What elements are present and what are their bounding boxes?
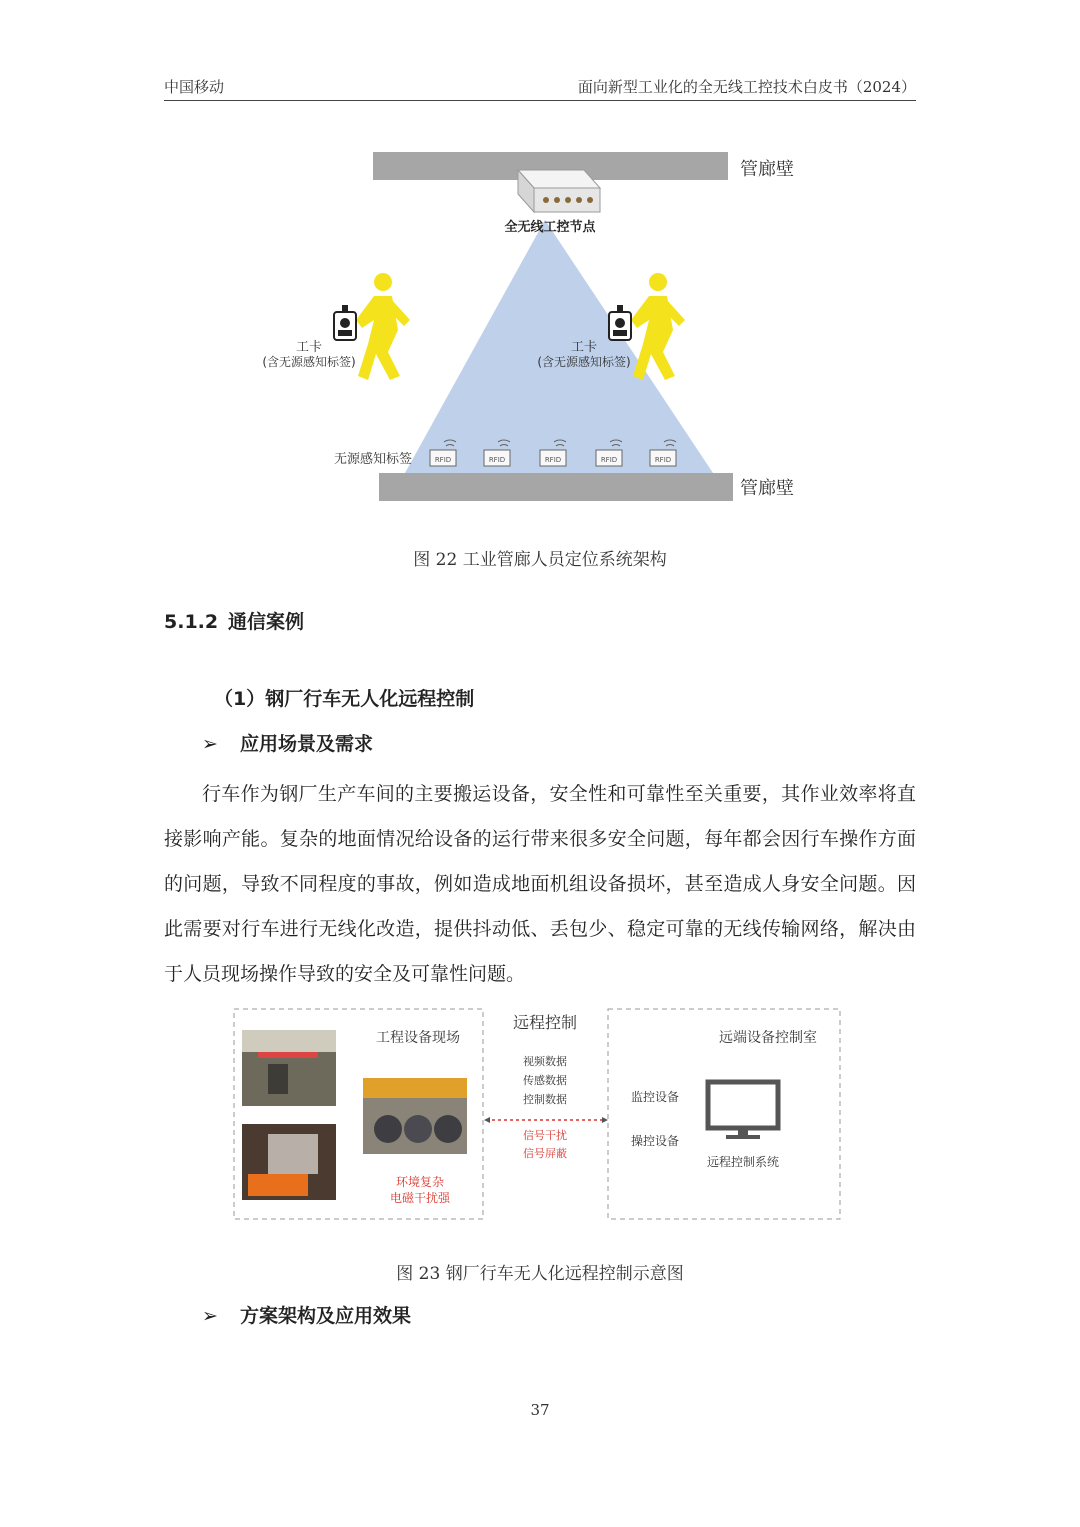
id-card-icon	[609, 305, 631, 340]
data-label-video: 视频数据	[523, 1055, 567, 1068]
device-label-operate: 操控设备	[630, 1134, 680, 1148]
figure-23-diagram	[228, 1004, 848, 1226]
node-label: 全无线工控节点	[504, 220, 596, 235]
furnace-photo	[242, 1124, 336, 1200]
remote-system-label: 远程控制系统	[706, 1155, 780, 1169]
header-org: 中国移动	[164, 78, 225, 96]
svg-text:RFID: RFID	[654, 456, 672, 464]
page-number: 37	[530, 1401, 550, 1419]
paragraph-text: 行车作为钢厂生产车间的主要搬运设备，安全性和可靠性至关重要，其作业效率将直接影响产能。复杂的地面情况给设备的运行带来很多安全问题，每年都会因行车操作方面的问题，导致不同程度的事故，例如造成地面机组设备损坏，甚至造成人身安全问题。因此需要对行车进行无线化改造，提供抖动低、丢包少、稳定可靠的无线传输网络，解决由于人员现场操作导致的安全及可靠性问题。	[164, 783, 916, 985]
issue-label-shielding: 信号屏蔽	[523, 1147, 567, 1160]
env-note-1: 环境复杂	[395, 1175, 445, 1189]
body-paragraph	[164, 772, 916, 997]
section-number: 5.1.2	[164, 611, 219, 633]
data-label-control: 控制数据	[523, 1093, 567, 1106]
device-label-monitor: 监控设备	[630, 1090, 680, 1104]
card-label-2-line2: (含无源感知标签)	[537, 355, 631, 369]
coverage-cone	[405, 220, 713, 473]
field-site-title: 工程设备现场	[376, 1030, 460, 1046]
walking-person-icon	[356, 273, 410, 380]
arrow-left-icon	[484, 1117, 490, 1123]
svg-text:RFID: RFID	[488, 456, 506, 464]
wireless-node-icon	[518, 170, 600, 212]
corridor-wall-bottom	[379, 473, 733, 501]
walking-person-icon	[631, 273, 685, 380]
case-title: （1）钢厂行车无人化远程控制	[214, 688, 475, 710]
figure-22-caption: 图 22 工业管廊人员定位系统架构	[413, 550, 667, 570]
svg-text:RFID: RFID	[544, 456, 562, 464]
id-card-icon	[334, 305, 356, 340]
card-label-2-line1: 工卡	[570, 340, 598, 355]
header-divider	[164, 100, 916, 101]
monitor-icon	[708, 1082, 778, 1139]
card-label-1-line1: 工卡	[295, 340, 323, 355]
arrow-bullet-icon: ➢	[202, 733, 218, 755]
bullet-heading-solution	[202, 1301, 411, 1328]
wall-label-bottom: 管廊壁	[740, 478, 794, 499]
svg-text:RFID: RFID	[434, 456, 452, 464]
remote-control-title: 远程控制	[512, 1013, 578, 1032]
crane-photo	[242, 1030, 336, 1106]
card-label-1-line2: (含无源感知标签)	[262, 355, 356, 369]
section-title: 通信案例	[228, 611, 305, 633]
bullet-text: 方案架构及应用效果	[240, 1305, 412, 1327]
header-title: 面向新型工业化的全无线工控技术白皮书（2024）	[577, 78, 916, 96]
bullet-heading-scenario	[202, 729, 373, 756]
env-note-2: 电磁干扰强	[389, 1191, 451, 1205]
issue-label-interference: 信号干扰	[523, 1129, 567, 1142]
steel-coil-photo	[363, 1078, 467, 1154]
figure-23-caption: 图 23 钢厂行车无人化远程控制示意图	[396, 1264, 684, 1284]
arrow-bullet-icon: ➢	[202, 1305, 218, 1327]
svg-text:RFID: RFID	[600, 456, 618, 464]
control-room-title: 远端设备控制室	[719, 1030, 817, 1046]
figure-22-diagram	[250, 140, 830, 520]
passive-tag-label: 无源感知标签	[334, 452, 413, 467]
data-label-sensor: 传感数据	[523, 1074, 567, 1087]
wall-label-top: 管廊壁	[740, 159, 794, 180]
bullet-text: 应用场景及需求	[240, 733, 374, 755]
arrow-right-icon	[602, 1117, 608, 1123]
section-heading	[164, 607, 304, 634]
